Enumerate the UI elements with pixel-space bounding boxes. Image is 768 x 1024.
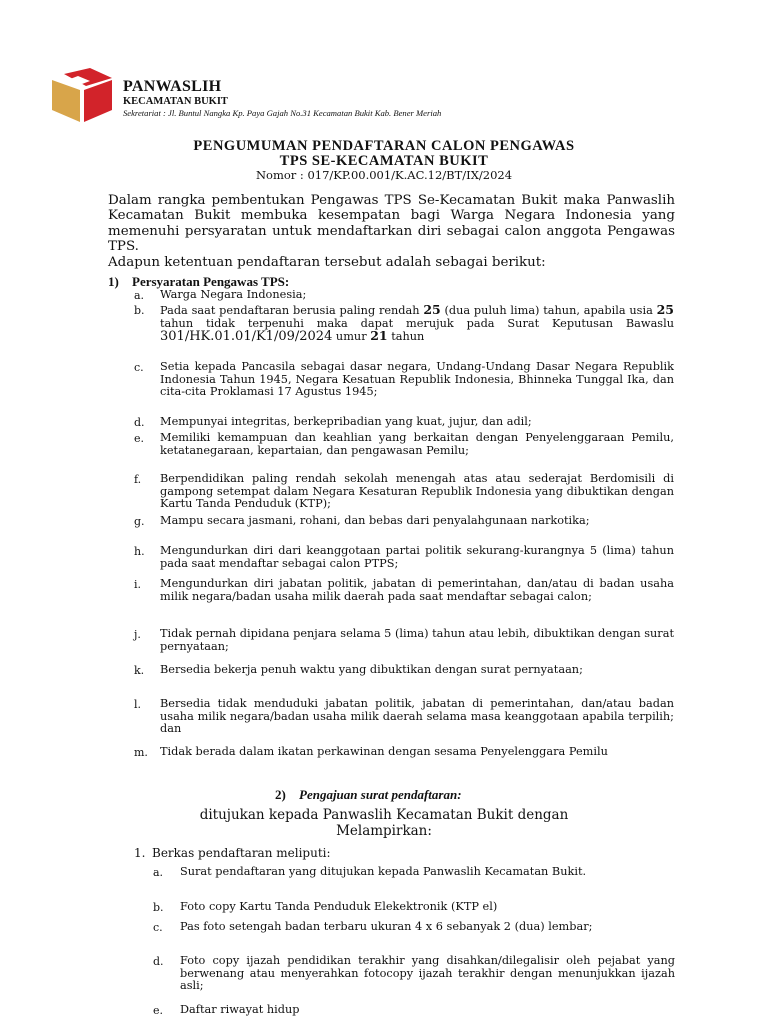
list-marker: b.	[134, 304, 145, 317]
org-address: Sekretariat : Jl. Buntul Nangka Kp. Paya Gajah No.31 Kecamatan Bukit Kab. Bener Meriah	[123, 108, 442, 118]
reference-number: Nomor : 017/KP.00.001/K.AC.12/BT/IX/2024	[255, 168, 513, 182]
list-item-text: Bersedia tidak menduduki jabatan politik, jabatan di pemerintahan, dan/atau badan usaha milik negara/badan usaha milik daerah selama masa keanggotaan apabila terpilih; dan	[160, 697, 674, 736]
list-item-text: Tidak berada dalam ikatan perkawinan dengan sesama Penyelenggara Pemilu	[160, 745, 608, 758]
list-marker: a.	[153, 866, 164, 879]
list-marker: b.	[153, 901, 164, 914]
list-item-text: Mampu secara jasmani, rohani, dan bebas dari penyalahgunaan narkotika;	[160, 514, 590, 527]
org-name: PANWASLIH	[123, 78, 222, 95]
list-marker: m.	[134, 746, 148, 759]
list-item-text: Daftar riwayat hidup	[180, 1003, 300, 1016]
announcement-title: PENGUMUMAN PENDAFTARAN CALON PENGAWAS	[193, 138, 575, 154]
list-item-text: Pada saat pendaftaran berusia paling rendah 25 (dua puluh lima) tahun, apabila usia 25 tahun tidak terpenuhi maka dapat merujuk pada Surat Keputusan Bawaslu 301/HK.01.01/K1/09/2024 umur 21 tahun	[160, 302, 674, 345]
list-marker: j.	[134, 628, 141, 641]
list-marker: d.	[153, 955, 164, 968]
list-marker: k.	[134, 664, 145, 677]
list-item-text: Tidak pernah dipidana penjara selama 5 (lima) tahun atau lebih, dibuktikan dengan surat pernyataan;	[160, 627, 674, 653]
address-line: Melampirkan:	[336, 822, 432, 839]
panwaslih-logo-icon	[50, 68, 114, 124]
announcement-subtitle: TPS SE-KECAMATAN BUKIT	[279, 153, 489, 169]
subsection-number: 1.	[134, 846, 146, 860]
intro-paragraph: Dalam rangka pembentukan Pengawas TPS Se-Kecamatan Bukit maka Panwaslih Kecamatan Bukit membuka kesempatan bagi Warga Negara Indonesia yang memenuhi persyaratan untuk mendaftarkan diri sebagai calon anggota Pengawas TPS.	[108, 193, 675, 255]
list-marker: g.	[134, 515, 145, 528]
list-marker: c.	[134, 361, 144, 374]
list-item-text: Mempunyai integritas, berkepribadian yang kuat, jujur, dan adil;	[160, 415, 532, 428]
section-number: 1)	[108, 274, 119, 289]
org-subtitle: KECAMATAN BUKIT	[123, 96, 228, 107]
address-line: ditujukan kepada Panwaslih Kecamatan Bukit dengan	[199, 807, 569, 823]
list-item-text: Warga Negara Indonesia;	[160, 288, 307, 301]
intro-text	[108, 193, 675, 270]
list-marker: h.	[134, 545, 145, 558]
list-marker: a.	[134, 289, 145, 302]
section-label: Persyaratan Pengawas TPS:	[132, 274, 290, 289]
list-item-text: Surat pendaftaran yang ditujukan kepada Panwaslih Kecamatan Bukit.	[180, 865, 587, 878]
section-number: 2)	[275, 787, 286, 802]
list-marker: f.	[134, 473, 142, 486]
list-item-text: Setia kepada Pancasila sebagai dasar negara, Undang-Undang Dasar Negara Republik Indonesia Tahun 1945, Negara Kesatuan Republik Indonesia, Bhinneka Tunggal Ika, dan cita-cita Proklamasi 17 Agustus 1945;	[160, 360, 674, 399]
submission-address	[0, 808, 768, 839]
list-marker: e.	[134, 432, 145, 445]
letterhead	[50, 68, 730, 124]
list-marker: l.	[134, 698, 142, 711]
list-item-text: Berpendidikan paling rendah sekolah menengah atas atau sederajat Berdomisili di gampong setempat dalam Negara Kesaturan Republik Indonesia yang dibuktikan dengan Kartu Tanda Penduduk (KTP);	[160, 472, 674, 511]
subsection-label: Berkas pendaftaran meliputi:	[152, 846, 331, 860]
list-item-text: Mengundurkan diri dari keanggotaan partai politik sekurang-kurangnya 5 (lima) tahun pada saat mendaftar sebagai calon PTPS;	[160, 544, 674, 570]
list-marker: c.	[153, 921, 163, 934]
list-marker: d.	[134, 416, 145, 429]
list-item-text: Pas foto setengah badan terbaru ukuran 4 x 6 sebanyak 2 (dua) lembar;	[180, 920, 593, 933]
list-item-text: Memiliki kemampuan dan keahlian yang berkaitan dengan Penyelenggaraan Pemilu, ketatanegaraan, kepartaian, dan pengawasan Pemilu;	[160, 431, 674, 457]
list-item-text: Foto copy Kartu Tanda Penduduk Elekektronik (KTP el)	[180, 900, 498, 913]
list-item-text: Mengundurkan diri jabatan politik, jabatan di pemerintahan, dan/atau di badan usaha milik negara/badan usaha milik daerah pada saat mendaftar sebagai calon;	[160, 577, 674, 603]
list-marker: i.	[134, 578, 142, 591]
list-item-text: Bersedia bekerja penuh waktu yang dibuktikan dengan surat pernyataan;	[160, 663, 583, 676]
list-item-text: Foto copy ijazah pendidikan terakhir yang disahkan/dilegalisir oleh pejabat yang berwenang atau menyerahkan fotocopy ijazah terakhir dengan menunjukkan ijazah asli;	[180, 954, 675, 993]
intro-paragraph: Adapun ketentuan pendaftaran tersebut adalah sebagai berikut:	[108, 254, 546, 270]
section-label: Pengajuan surat pendaftaran:	[299, 787, 462, 802]
list-marker: e.	[153, 1004, 164, 1017]
